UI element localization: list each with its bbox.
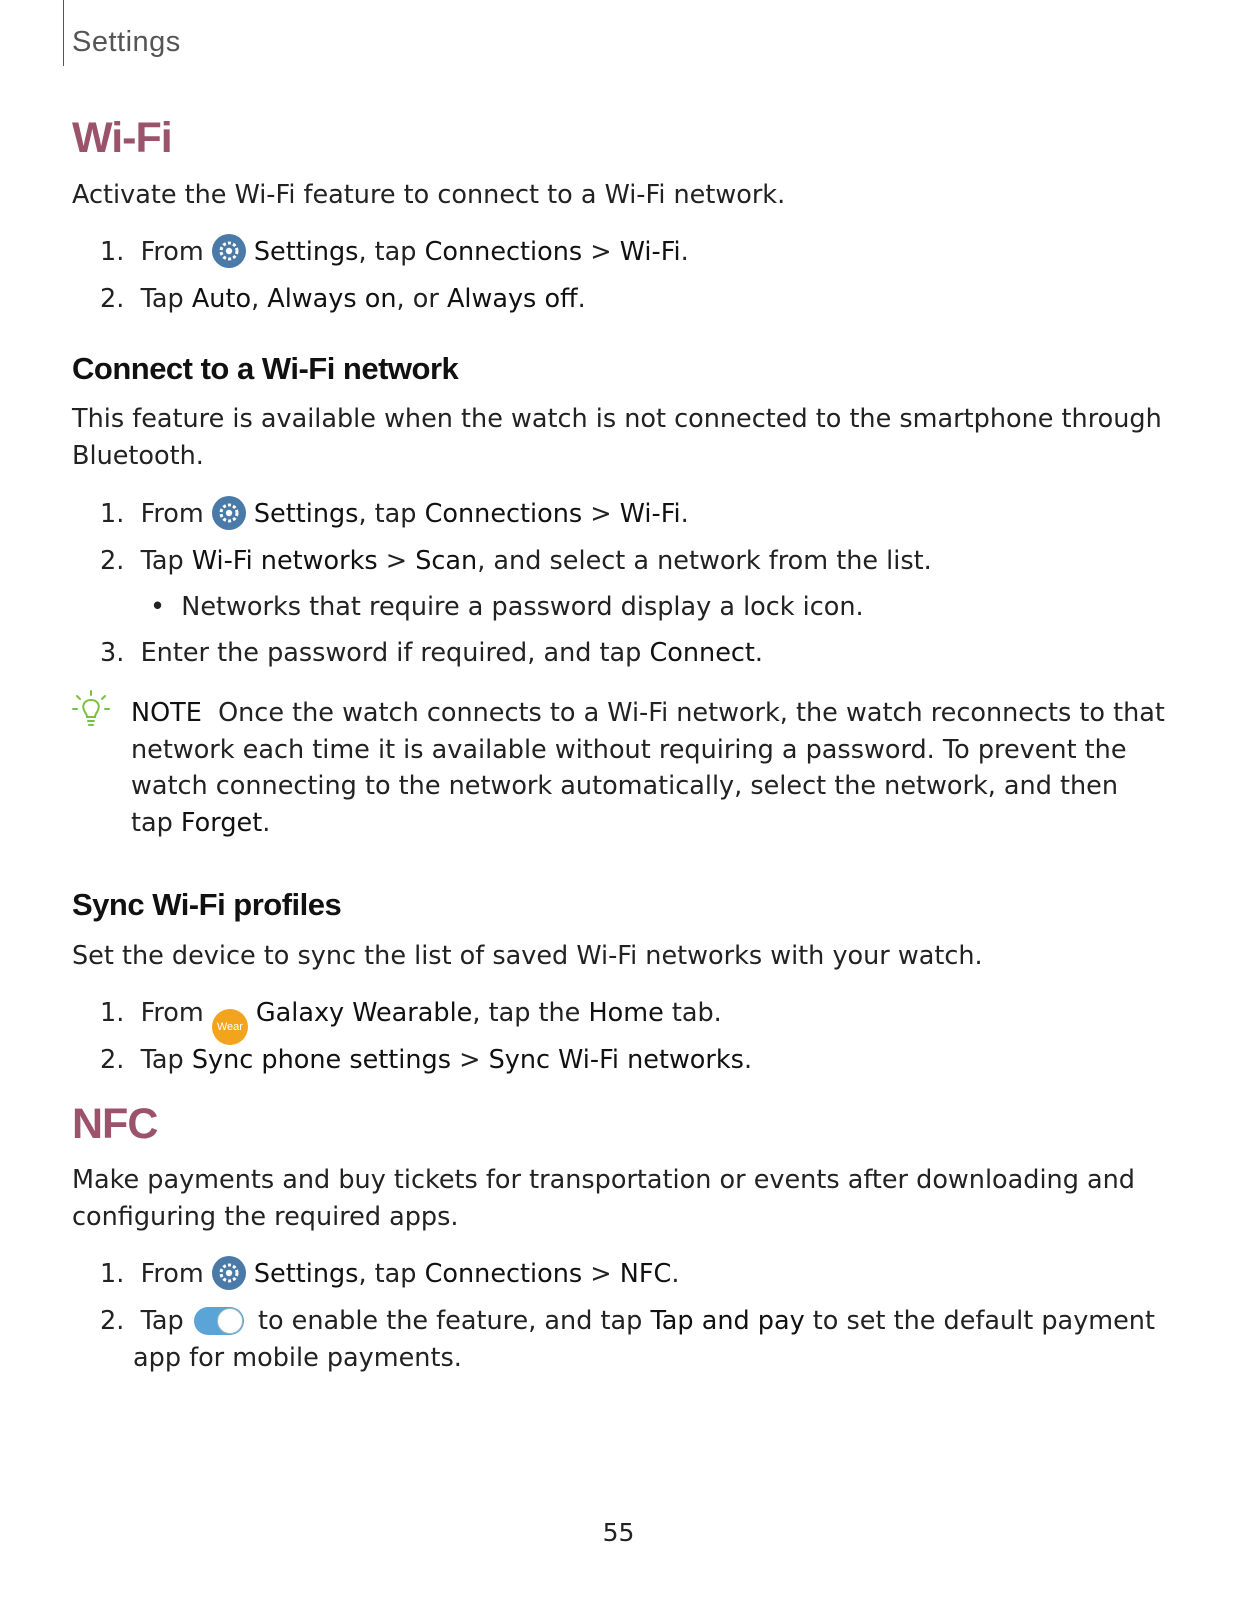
sync-wifi-networks-label: Sync Wi-Fi networks [488,1045,744,1075]
connect-label: Connect [649,638,755,668]
galaxy-wearable-icon: Wear [212,1009,248,1045]
settings-label: Settings [253,1259,359,1289]
step-text: to enable the feature, and tap [249,1306,651,1336]
step-text: Tap [140,1306,192,1336]
bullet-dot: • [150,592,166,622]
step-number: 2. [100,546,125,576]
chevron-separator: > [377,546,416,576]
always-on-label: Always on [267,284,397,314]
step-text: From [140,237,212,267]
connect-title: Connect to a Wi-Fi network [72,351,459,386]
chevron-separator: > [582,237,620,267]
chevron-separator: > [582,1259,620,1289]
chevron-separator: > [582,499,620,529]
step-number: 1. [100,998,125,1028]
step-number: 2. [100,284,125,314]
step-number: 1. [100,1259,125,1289]
step-number: 2. [100,1045,125,1075]
wifi-networks-label: Wi-Fi networks [191,546,378,576]
step-text: , and select a network from the list. [477,546,932,576]
settings-label: Settings [253,237,359,267]
tap-and-pay-label: Tap and pay [650,1306,805,1336]
step-text: , [251,284,268,314]
step-text: , or [396,284,447,314]
step-text: . [743,1045,753,1075]
step-number: 1. [100,237,125,267]
step-number: 2. [100,1306,125,1336]
forget-label: Forget [180,808,263,838]
nfc-intro-line-1: Make payments and buy tickets for transportation or events after downloading and [72,1165,1135,1195]
lightbulb-icon [72,690,110,734]
step-text: . [671,1259,680,1289]
note-line-3: watch connecting to the network automatically, select the network, and then [131,771,1119,801]
step-text: . [680,499,689,529]
toggle-switch-icon [194,1307,244,1335]
settings-icon [212,1256,246,1290]
connect-step-3 [100,635,763,672]
step-text: , tap the [472,998,589,1028]
sync-title: Sync Wi-Fi profiles [72,887,342,922]
step-text: , tap [358,237,425,267]
step-text: Enter the password if required, and tap [140,638,650,668]
nfc-intro-line-2: configuring the required apps. [72,1202,459,1232]
settings-icon [212,496,246,530]
step-text: Tap [140,284,192,314]
nfc-step-2 [100,1303,1155,1340]
note-text: tap [131,808,181,838]
step-text: , tap [358,1259,425,1289]
step-text: From [140,998,212,1028]
nfc-label: NFC [619,1259,672,1289]
sync-intro: Set the device to sync the list of saved Wi-Fi networks with your watch. [72,941,983,971]
step-text: From [140,1259,212,1289]
nfc-step-1 [100,1256,679,1293]
connections-label: Connections [424,1259,583,1289]
settings-icon [212,234,246,268]
note-line-2: network each time it is available without requiring a password. To prevent the [131,735,1127,765]
connect-intro: This feature is available when the watch is not connected to the smartphone through Bluetooth. [72,404,1162,471]
bullet-text: Networks that require a password display a lock icon. [181,592,864,622]
note-line-1 [131,695,1165,732]
step-text: Tap [140,1045,192,1075]
auto-label: Auto [191,284,252,314]
step-text: . [577,284,586,314]
step-number: 1. [100,499,125,529]
step-text: , tap [358,499,425,529]
wifi-step-1 [100,234,689,271]
connect-step-1 [100,496,689,533]
note-text: . [262,808,271,838]
section-header: Settings [72,26,181,58]
header-rule [63,0,64,66]
galaxy-wearable-label: Galaxy Wearable [255,998,473,1028]
wifi-label: Wi-Fi [619,237,681,267]
wifi-intro: Activate the Wi-Fi feature to connect to a Wi-Fi network. [72,180,786,210]
step-text: tab. [663,998,722,1028]
step-text: From [140,499,212,529]
wifi-title: Wi-Fi [72,114,172,162]
note-line-4 [131,805,270,842]
scan-label: Scan [415,546,478,576]
connections-label: Connections [424,237,583,267]
settings-label: Settings [253,499,359,529]
step-text: Tap [140,546,192,576]
nfc-step-2-line-2: app for mobile payments. [133,1343,462,1373]
wifi-step-2 [100,281,586,318]
toggle-knob [217,1308,243,1334]
sync-step-1 [100,995,722,1045]
sync-phone-settings-label: Sync phone settings [191,1045,452,1075]
step-text: . [680,237,689,267]
page-number: 55 [602,1518,635,1547]
step-text: . [754,638,764,668]
sync-step-2 [100,1042,752,1079]
step-text: to set the default payment [804,1306,1155,1336]
home-label: Home [588,998,664,1028]
chevron-separator: > [451,1045,489,1075]
note-text: Once the watch connects to a Wi-Fi network, the watch reconnects to that [218,698,1165,728]
nfc-title: NFC [72,1100,158,1148]
wifi-label: Wi-Fi [619,499,681,529]
step-number: 3. [100,638,125,668]
connect-bullet [150,589,864,626]
connect-step-2 [100,543,932,580]
note-label: NOTE [131,698,202,728]
always-off-label: Always off [446,284,578,314]
connections-label: Connections [424,499,583,529]
